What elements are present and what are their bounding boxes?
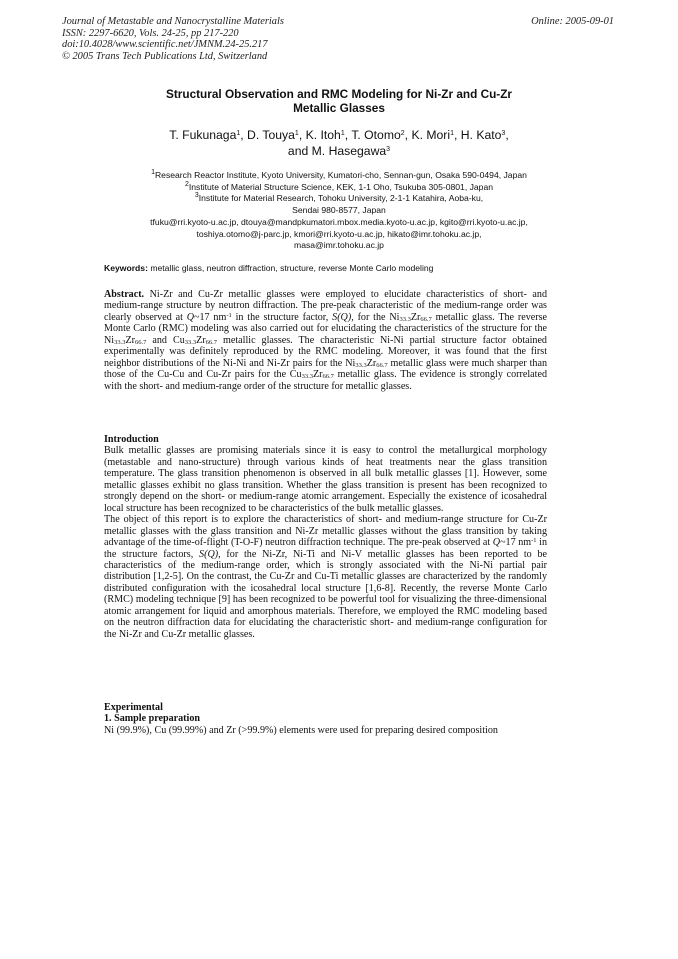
- subsection-heading: 1. Sample preparation: [104, 713, 200, 725]
- text-run: and Cu: [146, 334, 185, 346]
- author-name: T. Fukunaga: [169, 128, 237, 142]
- author-affil-mark: 1: [340, 130, 345, 137]
- author-affil-mark: 3: [501, 130, 506, 137]
- keywords: [104, 263, 433, 273]
- affil-text: Institute of Material Structure Science, KEK, 1-1 Oho, Tsukuba 305-0801, Japan: [188, 181, 494, 192]
- text-run: Zr: [125, 334, 135, 346]
- text-run: , for the Ni-Zr, Ni-Ti and Ni-V metallic glasses has been reported to be characteristics of the medium-range order, which is strongly associated with the Ni-Ni partial pair distribution [1,2-5]. On the contrast, the Cu-Zr and Cu-Ti metallic glasses are characterized by the randomly distributed configuration with the icosahedral local structure [1,6-8]. Recently, the reverse Monte Carlo (RMC) modeling technique [9] has been recognized to be powerful tool for visualizing the three-dimensional atomic arrangement for liquid and amorphous materials. Therefore, we employed the RMC modeling based on the neutron diffraction data for elucidating the characteristic short- and medium-range configuration for the Ni-Zr and Cu-Zr metallic glasses.: [104, 548, 548, 640]
- journal-copyright: © 2005 Trans Tech Publications Ltd, Switzerland: [62, 50, 268, 62]
- abstract-paragraph: [104, 289, 547, 392]
- text-run: Q: [186, 311, 195, 323]
- affil-text: Institute for Material Research, Tohoku University, 2-1-1 Katahira, Aoba-ku,: [198, 193, 484, 204]
- journal-header: [62, 16, 284, 62]
- abstract: [104, 289, 547, 392]
- author-name: K. Mori: [411, 128, 451, 142]
- keywords-label: Keywords:: [104, 263, 148, 273]
- superscript: -1: [226, 311, 232, 319]
- email-line-2: toshiya.otomo@j-parc.jp, kmori@rri.kyoto-u.ac.jp, hikato@imr.tohoku.ac.jp,: [196, 228, 482, 239]
- author-name: T. Otomo: [351, 128, 401, 142]
- affiliations: [70, 170, 608, 252]
- text-run: Q: [492, 537, 501, 549]
- introduction-section: [104, 434, 547, 640]
- subscript: 66.7: [420, 315, 432, 323]
- text-run: metallic glass were much sharper than those of the Cu-Cu and Cu-Zr pairs for the Cu: [104, 357, 547, 381]
- author-list: [90, 128, 588, 159]
- author-line-2: [90, 144, 588, 160]
- affil-text: Research Reactor Institute, Kyoto University, Kumatori-cho, Sennan-gun, Osaka 590-0494, Japan: [154, 170, 527, 180]
- affiliation-3-cont: Sendai 980-8577, Japan: [292, 205, 386, 216]
- subscript: 66.7: [322, 373, 334, 381]
- section-heading: Experimental: [104, 702, 163, 713]
- journal-name: Journal of Metastable and Nanocrystalline Materials: [62, 16, 284, 27]
- keywords-text: metallic glass, neutron diffraction, structure, reverse Monte Carlo modeling: [150, 263, 434, 273]
- text-run: S(Q): [199, 548, 219, 560]
- text-run: , for the Ni: [351, 311, 400, 323]
- subscript: 33.3: [184, 338, 197, 346]
- subscript: 66.7: [135, 338, 147, 346]
- author-affil-mark: 2: [400, 130, 405, 137]
- subscript: 33.3: [301, 373, 313, 381]
- author-name: M. Hasegawa: [311, 143, 387, 158]
- section-heading: Introduction: [104, 434, 159, 445]
- text-run: metallic glass. The reverse Monte Carlo (RMC) modeling was also carried out for elucidating the characteristics of the structure for the Ni: [104, 311, 548, 346]
- author-affil-mark: 3: [386, 145, 391, 153]
- affil-mark: 3: [194, 192, 199, 200]
- subscript: 33.3: [114, 338, 126, 346]
- subscript: 33.3: [399, 315, 411, 323]
- experimental-section: [104, 702, 547, 736]
- journal-issn: ISSN: 2297-6620, Vols. 24-25, pp 217-220: [62, 27, 239, 39]
- text-run: Zr: [312, 369, 323, 381]
- author-affil-mark: 1: [294, 130, 299, 137]
- affiliation-3: [70, 193, 608, 205]
- affiliation-1: [70, 170, 608, 182]
- affil-mark: 1: [151, 169, 155, 176]
- text-run: in the structure factors,: [104, 537, 547, 560]
- text-run: Zr: [410, 311, 421, 323]
- email-line-3: masa@imr.tohoku.ac.jp: [294, 240, 384, 251]
- author-conjunction: and: [287, 143, 309, 158]
- author-affil-mark: 1: [236, 130, 241, 137]
- text-run: metallic glass. The evidence is strongly correlated with the short- and medium-range order of the structure for metallic glasses.: [104, 369, 547, 392]
- text-run: Zr: [366, 357, 377, 369]
- text-run: Ni-Zr and Cu-Zr metallic glasses were employed to elucidate characteristics of short- and medium-range structure by neutron diffraction. The pre-peak characteristic of the medium-range order was clearly observed at: [104, 289, 547, 323]
- email-line-1: tfuku@rri.kyoto-u.ac.jp, dtouya@mandpkumatori.mbox.media.kyoto-u.ac.jp, kgito@rri.kyoto-u.ac.jp,: [150, 216, 528, 227]
- abstract-label: Abstract.: [104, 289, 145, 300]
- author-line-1: T. Fukunaga$^1$, D. Touya$^1$, K. Itoh$^1$, T. Otomo$^2$, K. Mori$^1$, H. Kato$^3$,: [169, 128, 509, 142]
- text-run: Zr: [196, 334, 206, 346]
- journal-doi: doi:10.4028/www.scientific.net/JMNM.24-25.217: [62, 39, 268, 51]
- subscript: 66.7: [205, 338, 218, 346]
- author-name: H. Kato: [460, 128, 502, 142]
- affil-mark: 2: [184, 180, 189, 188]
- subscript: 66.7: [376, 361, 388, 369]
- text-run: ~17 nm: [500, 537, 532, 549]
- text-run: S(Q): [332, 311, 352, 323]
- text-run: metallic glasses. The characteristic Ni-Ni partial structure factor obtained experimentally was definitely reproduced by the RMC modeling. Moreover, it was found that the first neighbor distributions of the Ni-Ni and Ni-Zr pairs for the Ni: [104, 334, 547, 369]
- superscript: -1: [531, 537, 537, 545]
- title-line-2: Metallic Glasses: [293, 100, 385, 115]
- text-run: ~17 nm: [194, 311, 227, 323]
- text-run: in the structure factor,: [231, 311, 333, 323]
- author-name: D. Touya: [247, 128, 295, 142]
- paragraph: [104, 514, 547, 640]
- author-name: K. Itoh: [305, 128, 341, 142]
- subscript: 33.3: [355, 361, 367, 369]
- paper-title: [100, 88, 578, 115]
- affiliation-2: [70, 182, 608, 194]
- online-date: Online: 2005-09-01: [531, 16, 614, 27]
- author-affil-mark: 1: [450, 130, 454, 137]
- title-line-1: Structural Observation and RMC Modeling for Ni-Zr and Cu-Zr: [165, 87, 513, 101]
- text-run: The object of this report is to explore the characteristics of short- and medium-range structure for Cu-Zr metallic glasses with the glass transition and Ni-Zr metallic glasses without the glass transition by taking advantage of the time-of-flight (T-O-F) neutron diffraction technique. The pre-peak observed at: [104, 514, 547, 549]
- paragraph: Bulk metallic glasses are promising materials since it is easy to control the metallurgical morphology (metastable and nano-structure) through various kinds of heat treatments near the glass transition temperature. The glass transition phenomenon is observed in all bulk metallic glasses [1]. However, some metallic glasses exhibit no glass transition. Whether the glass transition is present has been recognized to strongly depend on the short- or medium-range atomic arrangement. Especially the existence of icosahedral local structure has been recognized to be characteristics of the bulk metallic glasses.: [104, 445, 547, 514]
- paragraph: Ni (99.9%), Cu (99.99%) and Zr (>99.9%) elements were used for preparing desired composition: [104, 724, 498, 736]
